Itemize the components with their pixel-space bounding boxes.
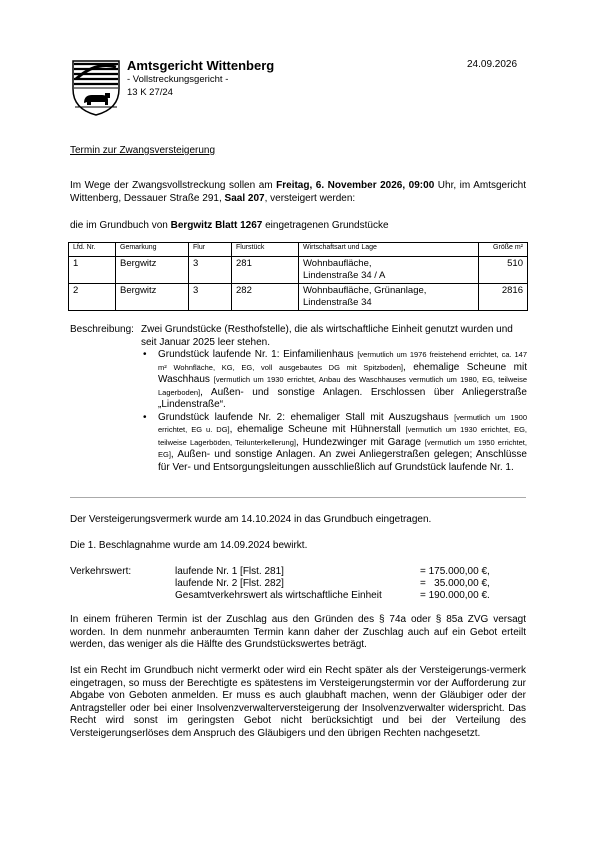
item2-text-a: Grundstück laufende Nr. 2: ehemaliger Stall mit Auszugshaus: [158, 411, 455, 423]
table-row: [69, 284, 528, 311]
col-header-flurstueck: Flurstück: [232, 243, 299, 257]
cell-groesse: 2816: [479, 284, 528, 311]
cell-groesse: 510: [479, 257, 528, 284]
cell-flurstueck: 282: [232, 284, 299, 311]
coat-of-arms-logo: [71, 59, 121, 116]
item1-detail-b: [vermutlich um 1976 freistehend errichtet, ca. 147 m² Wohnfläche, KG, EG, voll ausgebautes DG mit Spitzboden]: [158, 350, 528, 372]
cell-nr: 2: [69, 284, 116, 311]
col-header-flur: Flur: [189, 243, 232, 257]
col-header-lage: Wirtschaftsart und Lage: [299, 243, 479, 257]
cell-flur: 3: [189, 257, 232, 284]
item1-detail-d: [vermutlich um 1930 errichtet, Anbau des Waschhauses vermutlich um 1980, EG, teilweise Lagerboden]: [158, 375, 527, 397]
description-label: Beschreibung:: [70, 324, 134, 335]
valuation-row-text: Gesamtverkehrswert als wirtschaftliche Einheit: [175, 590, 382, 601]
description-list: [143, 349, 527, 474]
cell-lage-line2: Lindenstraße 34 / A: [303, 270, 386, 281]
intro-text-b: Uhr, im Amtsgericht Wittenberg, Dessauer Straße 291,: [70, 180, 527, 204]
cell-lage-line1: Wohnbaufläche,: [303, 258, 372, 269]
document-heading: Termin zur Zwangsversteigerung: [70, 145, 216, 156]
cell-flurstueck: 281: [232, 257, 299, 284]
item1-text-a: Grundstück laufende Nr. 1: Einfamilienhaus: [158, 349, 358, 360]
item2-text-e: , Hundezwinger mit Garage: [295, 436, 425, 448]
valuation-row-amount: = 175.000,00 €,: [420, 566, 490, 577]
valuation-row-amount: = 35.000,00 €,: [420, 578, 490, 589]
intro-paragraph: [70, 180, 526, 205]
cell-gemarkung: Bergwitz: [116, 257, 189, 284]
valuation-row-text: laufende Nr. 2 [Flst. 282]: [175, 578, 284, 589]
cell-flur: 3: [189, 284, 232, 311]
cell-gemarkung: Bergwitz: [116, 284, 189, 311]
valuation-row-amount: = 190.000,00 €.: [420, 590, 490, 601]
col-header-groesse: Größe m²: [479, 243, 528, 257]
item2-detail-b: [vermutlich um 1900 errichtet, EG u. DG]: [158, 412, 527, 434]
valuation-label: Verkehrswert:: [70, 566, 132, 577]
item2-detail-d: [vermutlich um 1930 errichtet, EG, teilweise Lagerböden, Teilunterkellerung]: [158, 425, 527, 447]
table-header-row: [69, 243, 528, 257]
col-header-gemarkung: Gemarkung: [116, 243, 189, 257]
list-item: [143, 349, 527, 412]
register-text-b: eingetragenen Grundstücke: [262, 220, 389, 231]
cell-lage: [299, 284, 479, 311]
item2-detail-f: [vermutlich um 1950 errichtet, EG]: [158, 437, 527, 459]
cell-lage-line2: Lindenstraße 34: [303, 297, 372, 308]
register-text-a: die im Grundbuch von: [70, 220, 171, 231]
cell-lage: [299, 257, 479, 284]
intro-text-a: Im Wege der Zwangsvollstreckung sollen am: [70, 180, 277, 191]
item1-text-e: , Außen- und sonstige Anlagen. Erschlossen über Anliegerstraße „Lindenstraße“.: [158, 386, 527, 410]
document-date: 24.09.2026: [467, 59, 518, 70]
court-department: - Vollstreckungsgericht -: [127, 74, 229, 85]
auction-room: Saal 207: [224, 192, 265, 204]
intro-text-c: , versteigert werden:: [264, 192, 356, 204]
entry-note: Der Versteigerungsvermerk wurde am 14.10.2024 in das Grundbuch eingetragen.: [70, 514, 432, 525]
zuschlag-paragraph: In einem früheren Termin ist der Zuschlag aus den Gründen des § 74a oder § 85a ZVG versagt worden. In dem nunmehr anberaumten Termin kann daher der Zuschlag auch auf ein Gebot erteilt werden, das weniger als die Hälfte des Grundstückswertes beträgt.: [70, 614, 526, 650]
section-divider: [70, 497, 526, 498]
description-intro: Zwei Grundstücke (Resthofstelle), die als wirtschaftliche Einheit genutzt wurden und seit Januar 2025 leer stehen.: [141, 324, 513, 348]
seizure-note: Die 1. Beschlagnahme wurde am 14.09.2024 bewirkt.: [70, 540, 308, 551]
item2-text-g: , Außen- und sonstige Anlagen. An zwei Anliegerstraßen gelegen; Anschlüsse für Ver- und Entsorgungsleitungen ausschließlich auf Grundstück laufende Nr. 1.: [158, 449, 527, 473]
cell-nr: 1: [69, 257, 116, 284]
auction-date: Freitag, 6. November 2026, 09:00: [276, 180, 435, 191]
item2-text-c: , ehemalige Scheune mit Hühnerstall: [229, 424, 406, 435]
item1-text-c: , ehemalige Scheune mit Waschhaus: [158, 361, 527, 385]
court-name: Amtsgericht Wittenberg: [127, 58, 275, 73]
table-row: [69, 257, 528, 284]
property-table: [68, 242, 528, 311]
register-paragraph: [70, 220, 526, 233]
rights-paragraph: Ist ein Recht im Grundbuch nicht vermerkt oder wird ein Recht später als der Versteigerungs-vermerk eingetragen, so muss der Berechtigte es spätestens im Versteigerungstermin vor der Aufforderung zur Abgabe von Geboten anmelden. Er muss es auch glaubhaft machen, wenn der Gläubiger oder der Antragsteller oder bei einer Insolvenzverwalterversteigerung der Insolvenzverwalter widerspricht. Das Recht wird sonst im geringsten Gebot nicht berücksichtigt und bei der Verteilung des Versteigerungserlöses dem Anspruch des Gläubigers und den übrigen Rechten nachgesetzt.: [70, 665, 526, 739]
land-register: Bergwitz Blatt 1267: [170, 220, 263, 231]
valuation-row-text: laufende Nr. 1 [Flst. 281]: [175, 566, 284, 577]
list-item: [143, 412, 527, 475]
file-number: 13 K 27/24: [127, 87, 173, 98]
col-header-nr: Lfd. Nr.: [69, 243, 116, 257]
cell-lage-line1: Wohnbaufläche, Grünanlage,: [303, 285, 427, 296]
